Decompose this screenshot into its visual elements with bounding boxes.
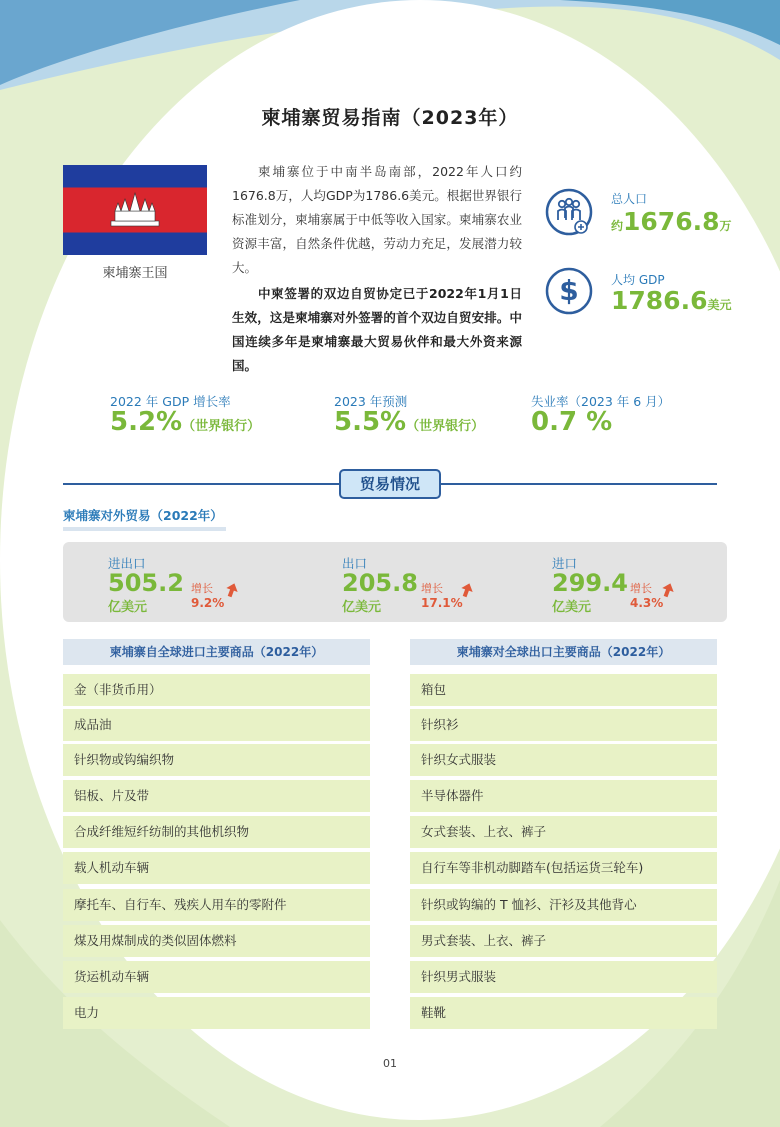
population-prefix: 约 (611, 219, 624, 233)
import-row: 煤及用煤制成的类似固体燃料 (63, 925, 370, 957)
export-row: 女式套装、上衣、裤子 (410, 816, 717, 848)
import-row: 货运机动车辆 (63, 961, 370, 993)
import-row: 载人机动车辆 (63, 852, 370, 884)
gdp-per-capita-value (611, 286, 732, 315)
kpi-label-unemployment: 失业率（2023 年 6 月） (531, 394, 671, 409)
import-row: 铝板、片及带 (63, 780, 370, 812)
kpi-source: （世界银行） (406, 419, 485, 434)
up-arrow-icon (224, 582, 240, 598)
kpi-number: 5.5% (334, 407, 407, 437)
import-row: 合成纤维短纤纺制的其他机织物 (63, 816, 370, 848)
flag-caption: 柬埔寨王国 (102, 266, 168, 281)
gdp-per-capita-unit: 美元 (707, 298, 732, 312)
cambodia-flag (63, 165, 207, 255)
kpi-label-forecast: 2023 年预测 (334, 394, 408, 409)
up-arrow-icon (459, 582, 475, 598)
import-growth: 4.3% (630, 596, 664, 610)
export-growth: 17.1% (421, 596, 463, 610)
export-row: 男式套装、上衣、裤子 (410, 925, 717, 957)
kpi-number: 5.2% (110, 407, 183, 437)
exports-table-header: 柬埔寨对全球出口主要商品（2022年） (410, 639, 717, 665)
population-value (611, 207, 732, 236)
export-row: 针织或钩编的 T 恤衫、汗衫及其他背心 (410, 889, 717, 921)
svg-text:$: $ (559, 274, 579, 307)
up-arrow-icon (660, 582, 676, 598)
trade-total-label: 进出口 (108, 556, 146, 571)
export-row: 针织男式服装 (410, 961, 717, 993)
import-row: 成品油 (63, 709, 370, 741)
gdp-per-capita-label: 人均 GDP (611, 273, 665, 287)
intro-bold-paragraph: 中柬签署的双边自贸协定已于2022年1月1日生效，这是柬埔寨对外签署的首个双边自贸安排。中国连续多年是柬埔寨最大贸易伙伴和最大外资来源国。 (232, 286, 522, 373)
population-unit: 万 (719, 219, 732, 233)
kpi-source: （世界银行） (182, 419, 261, 434)
trade-total-value: 505.2 (108, 569, 184, 597)
export-row: 针织衫 (410, 709, 717, 741)
export-growth-label: 增长 (421, 582, 443, 595)
imports-table-header: 柬埔寨自全球进口主要商品（2022年） (63, 639, 370, 665)
import-label: 进口 (552, 556, 578, 571)
kpi-value-forecast (334, 407, 484, 437)
import-value: 299.4 (552, 569, 628, 597)
export-row: 箱包 (410, 674, 717, 706)
intro-paragraph: 柬埔寨位于中南半岛南部，2022年人口约1676.8万，人均GDP为1786.6美元。根据世界银行标准划分，柬埔寨属于中低等收入国家。柬埔寨农业资源丰富，自然条件优越，劳动力充足，发展潜力较大。 (232, 164, 522, 275)
export-row: 针织女式服装 (410, 744, 717, 776)
import-row: 金（非货币用） (63, 674, 370, 706)
trade-total-growth: 9.2% (191, 596, 225, 610)
trade-total-unit: 亿美元 (108, 600, 148, 615)
page-title: 柬埔寨贸易指南（2023年） (261, 107, 519, 129)
import-row: 针织物或钩编织物 (63, 744, 370, 776)
page-number: 01 (383, 1057, 397, 1070)
import-row: 电力 (63, 997, 370, 1029)
gdp-per-capita-number: 1786.6 (611, 286, 708, 315)
trade-subtitle: 柬埔寨对外贸易（2022年） (63, 506, 226, 531)
section-divider-right (441, 483, 717, 485)
dollar-icon (544, 266, 594, 316)
kpi-label-gdp-growth: 2022 年 GDP 增长率 (110, 394, 231, 409)
population-label: 总人口 (611, 192, 648, 206)
population-number: 1676.8 (623, 207, 720, 236)
kpi-value-gdp-growth (110, 407, 260, 437)
export-value: 205.8 (342, 569, 418, 597)
kpi-number: 0.7 % (531, 407, 613, 437)
import-unit: 亿美元 (552, 600, 592, 615)
section-divider-left (63, 483, 339, 485)
trade-total-growth-label: 增长 (191, 582, 213, 595)
export-row: 自行车等非机动脚踏车(包括运货三轮车) (410, 852, 717, 884)
import-row: 摩托车、自行车、残疾人用车的零附件 (63, 889, 370, 921)
kpi-value-unemployment (531, 407, 612, 437)
people-icon (544, 187, 594, 237)
export-unit: 亿美元 (342, 600, 382, 615)
export-label: 出口 (342, 556, 368, 571)
import-growth-label: 增长 (630, 582, 652, 595)
export-row: 半导体器件 (410, 780, 717, 812)
section-title: 贸易情况 (339, 469, 441, 499)
export-row: 鞋靴 (410, 997, 717, 1029)
